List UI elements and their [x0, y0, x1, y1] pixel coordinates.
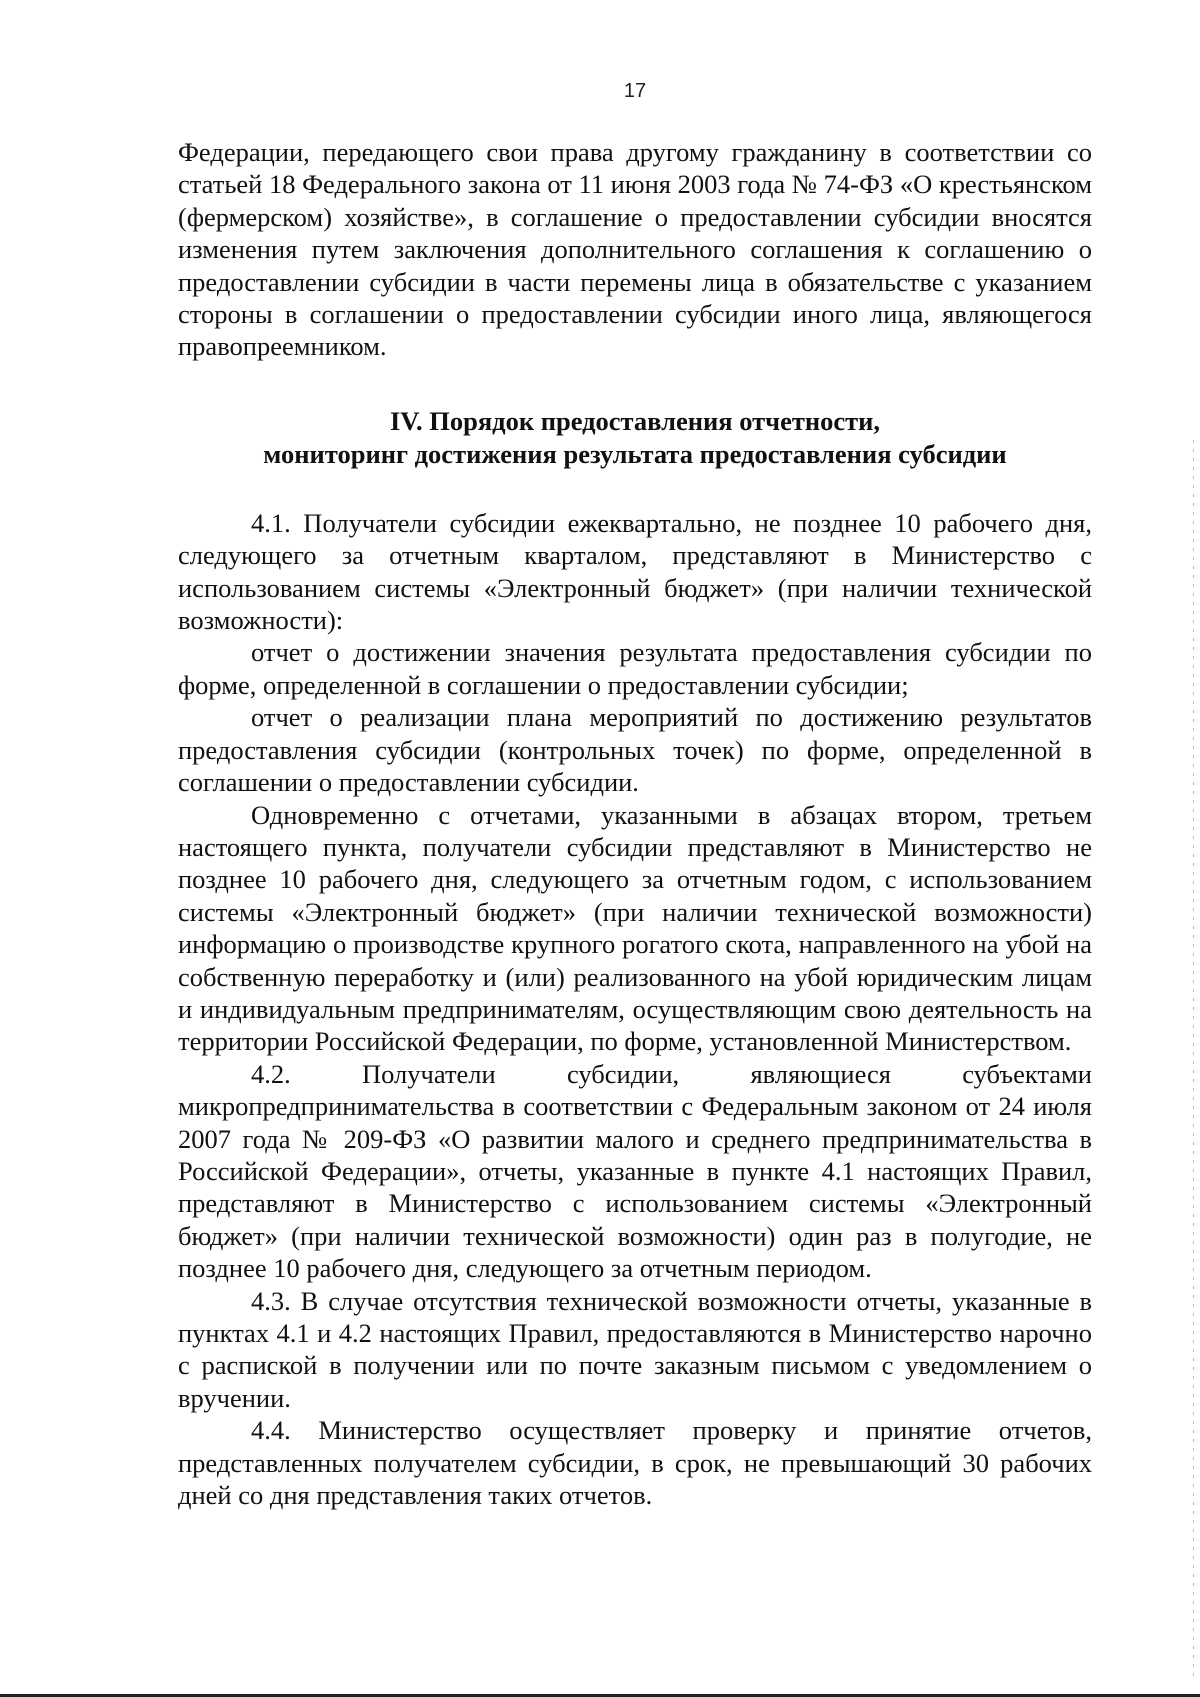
paragraph-4-2: 4.2. Получатели субсидии, являющиеся субъектами микропредпринимательства в соответствии с Федеральным законом от 24 июля 2007 года № 209-ФЗ «О развитии малого и среднего предпринимательства в Российской Федерации», отчеты, указанные в пункте 4.1 настоящих Правил, представляют в Министерство с использованием системы «Электронный бюджет» (при наличии технической возможности) один раз в полугодие, не позднее 10 рабочего дня, следующего за отчетным периодом. — [178, 1058, 1092, 1284]
paragraph-4-3: 4.3. В случае отсутствия технической возможности отчеты, указанные в пунктах 4.1 и 4.2 настоящих Правил, предоставляются в Министерство нарочно с распиской в получении или по почте заказным письмом с уведомлением о вручении. — [178, 1285, 1092, 1413]
document-body — [178, 136, 1092, 1511]
paragraph-4-1-report-plan: отчет о реализации плана мероприятий по достижению результатов предоставления субсидии (контрольных точек) по форме, определенной в соглашении о предоставлении субсидии. — [178, 702, 1092, 798]
section-heading-line-1: IV. Порядок предоставления отчетности, — [389, 405, 881, 436]
paragraph-intro: Федерации, передающего свои права другому гражданину в соответствии со статьей 18 Федерального закона от 11 июня 2003 года № 74-ФЗ «О крестьянском (фермерском) хозяйстве», в соглашение о предоставлении субсидии вносятся изменения путем заключения дополнительного соглашения к соглашению о предоставлении субсидии в части перемены лица в обязательстве с указанием стороны в соглашении о предоставлении субсидии иного лица, являющегося правопреемником. — [178, 137, 1092, 362]
paragraph-4-1: 4.1. Получатели субсидии ежеквартально, не позднее 10 рабочего дня, следующего за отчетным кварталом, представляют в Министерство с использованием системы «Электронный бюджет» (при наличии технической возможности): — [178, 507, 1092, 636]
scan-edge-artifact — [1193, 440, 1194, 1680]
paragraph-4-4: 4.4. Министерство осуществляет проверку и принятие отчетов, представленных получателем субсидии, в срок, не превышающий 30 рабочих дней со дня представления таких отчетов. — [178, 1415, 1092, 1511]
paragraph-4-1-cattle-info: Одновременно с отчетами, указанными в абзацах втором, третьем настоящего пункта, получатели субсидии представляют в Министерство не позднее 10 рабочего дня, следующего за отчетным годом, с использованием системы «Электронный бюджет» (при наличии технической возможности) информацию о производстве крупного рогатого скота, направленного на убой на собственную переработку и (или) реализованного на убой юридическим лицам и индивидуальным предпринимателям, осуществляющим свою деятельность на территории Российской Федерации, по форме, установленной Министерством. — [178, 799, 1092, 1057]
page-number: 17 — [623, 80, 647, 102]
section-heading-line-2: мониторинг достижения результата предоставления субсидии — [263, 438, 1007, 469]
section-heading — [178, 405, 1092, 471]
paragraph-4-1-report-result: отчет о достижении значения результата предоставления субсидии по форме, определенной в соглашении о предоставлении субсидии; — [178, 637, 1092, 700]
